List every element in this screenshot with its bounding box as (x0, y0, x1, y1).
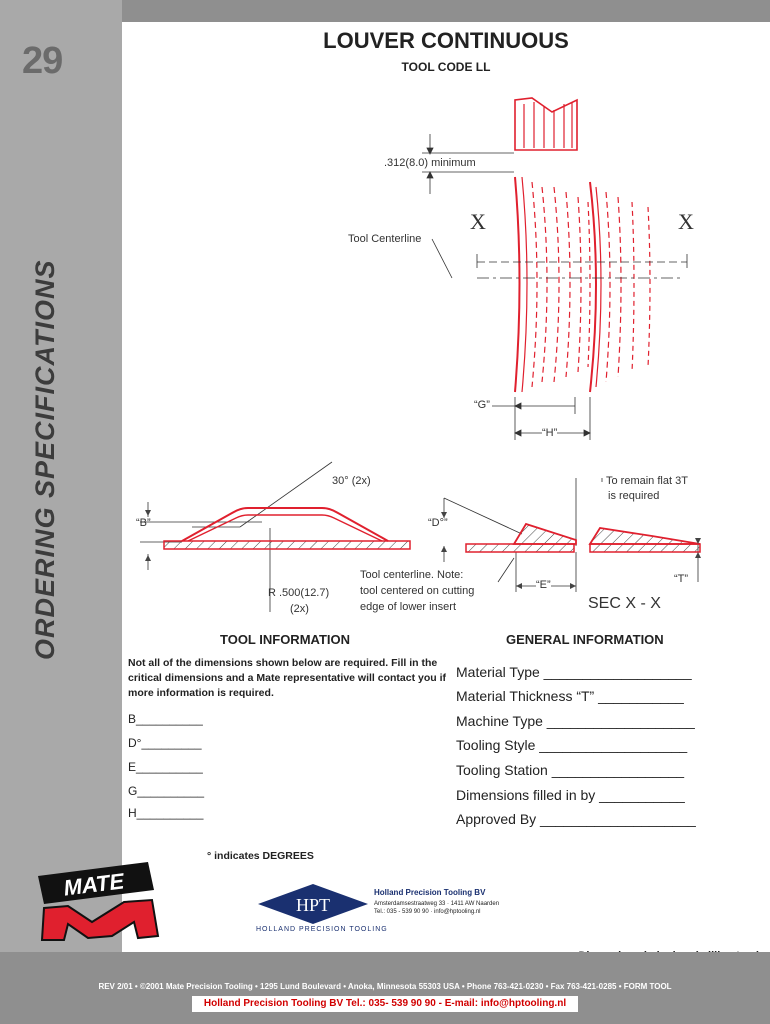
footer-contact-line[interactable]: Holland Precision Tooling BV Tel.: 035- 539 90 90 - E-mail: info@hptooling.nl (192, 996, 578, 1012)
min-dimension-label: .312(8.0) minimum (384, 157, 476, 169)
general-info-heading: GENERAL INFORMATION (506, 632, 664, 647)
page-number: 29 (22, 40, 63, 82)
field-g[interactable]: G__________ (128, 784, 205, 798)
section-mark-right: X (678, 209, 694, 234)
tool-centerline-note-1: Tool centerline. Note: (360, 569, 464, 581)
radius-label-1: R .500(12.7) (268, 587, 330, 599)
d-angle-label: “D°” (428, 517, 448, 529)
tool-info-heading: TOOL INFORMATION (220, 632, 350, 647)
spec-sheet (122, 22, 770, 952)
b-dimension-label: “B” (136, 517, 151, 529)
hpt-emblem (254, 882, 372, 926)
field-dimensions-filled-by[interactable]: Dimensions filled in by ___________ (456, 787, 685, 803)
h-dimension-label: “H” (542, 427, 558, 439)
field-approved-by[interactable]: Approved By ____________________ (456, 811, 696, 827)
g-dimension-label: “G” (474, 399, 490, 411)
tool-centerline-note-3: edge of lower insert (360, 601, 456, 613)
field-b[interactable]: B__________ (128, 712, 203, 726)
tool-centerline-note-2: tool centered on cutting (360, 585, 475, 597)
hpt-logo-block (250, 880, 522, 938)
section-label: SEC X - X (588, 595, 661, 612)
tool-code: TOOL CODE LL (401, 60, 491, 74)
e-dimension-label: “E” (536, 579, 551, 591)
footer-revision-line: REV 2/01 • ©2001 Mate Precision Tooling • 1295 Lund Boulevard • Anoka, Minnesota 55303 USA • Phone 763-421-0230 • Fax 763-421-0285 • FORM TOOL (98, 982, 672, 991)
tool-info-intro: Not all of the dimensions shown below are required. Fill in the critical dimensions and a Mate representative will contact you if more information is required. (128, 657, 447, 699)
mate-logo-text: MATE (62, 868, 126, 901)
flat-note-1: To remain flat 3T (606, 475, 688, 487)
louver-top-diagram (122, 22, 770, 462)
field-material-thickness[interactable]: Material Thickness “T” ___________ (456, 688, 684, 704)
radius-label-2: (2x) (290, 603, 309, 615)
field-h[interactable]: H__________ (128, 806, 204, 820)
angle-label: 30° (2x) (332, 475, 371, 487)
field-d[interactable]: D°_________ (128, 736, 202, 750)
t-dimension-label: “T” (674, 573, 689, 585)
field-e[interactable]: E__________ (128, 760, 203, 774)
field-tooling-station[interactable]: Tooling Station _________________ (456, 762, 685, 778)
hpt-tagline: HOLLAND PRECISION TOOLING (256, 926, 388, 933)
hpt-logo-text: HPT (295, 895, 331, 915)
flat-note-2: is required (608, 490, 660, 502)
tool-centerline-label: Tool Centerline (348, 233, 422, 245)
field-material-type[interactable]: Material Type ___________________ (456, 664, 692, 680)
hpt-address-line-2: Tel.: 035 - 539 90 90 · info@hptooling.nl (374, 909, 481, 915)
degrees-note: ° indicates DEGREES (207, 850, 314, 862)
hpt-company-name: Holland Precision Tooling BV (374, 888, 486, 897)
field-machine-type[interactable]: Machine Type ___________________ (456, 713, 695, 729)
field-tooling-style[interactable]: Tooling Style ___________________ (456, 737, 688, 753)
section-mark-left: X (470, 209, 486, 234)
hpt-address-line-1: Amsterdamsestraatweg 33 · 1411 AW Naarden (374, 901, 500, 907)
page-title: LOUVER CONTINUOUS (323, 28, 569, 53)
side-title: ORDERING SPECIFICATIONS (30, 259, 60, 660)
mate-logo (28, 856, 168, 942)
